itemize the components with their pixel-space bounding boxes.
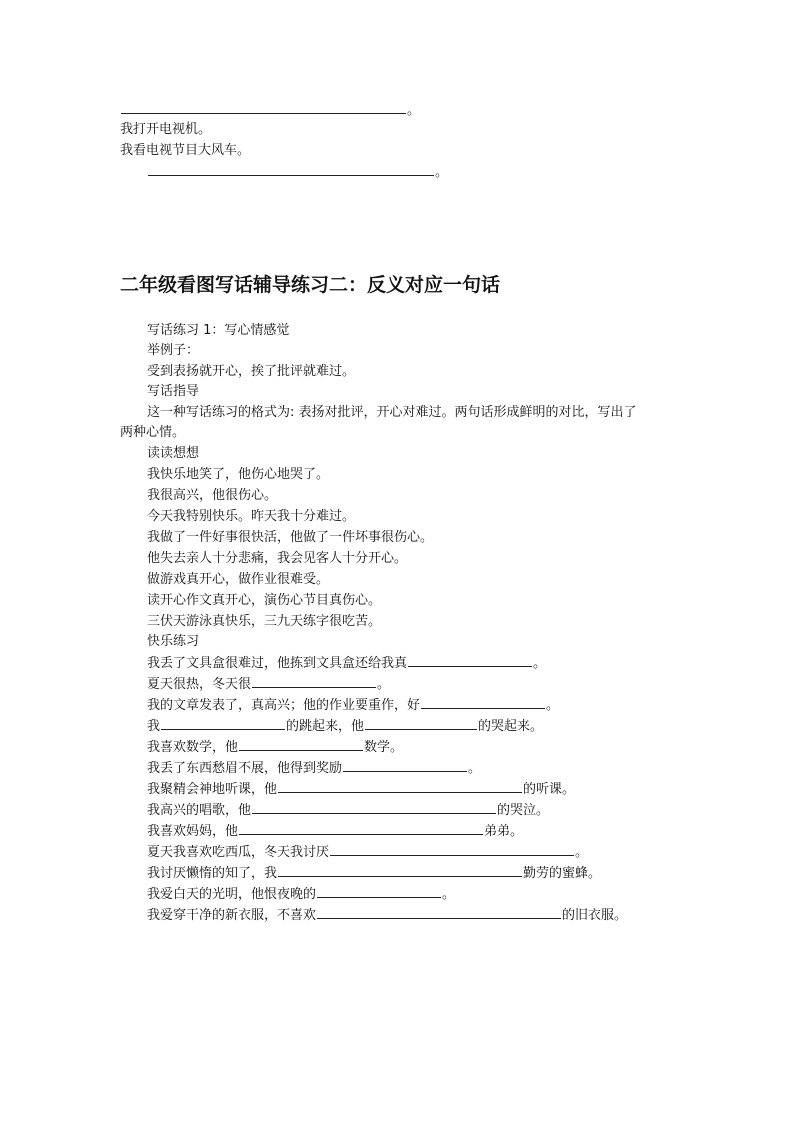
blank[interactable] bbox=[121, 101, 406, 114]
blank[interactable] bbox=[278, 780, 522, 793]
read-item: 今天我特别快乐。昨天我十分难过。 bbox=[147, 509, 356, 524]
happy-heading: 快乐练习 bbox=[147, 634, 200, 649]
practice-heading: 写话练习 1：写心情感觉 bbox=[147, 323, 290, 338]
guide-heading: 写话指导 bbox=[147, 384, 200, 399]
example-text: 受到表扬就开心，挨了批评就难过。 bbox=[147, 364, 356, 379]
exercise-line: 我爱白天的光明，他恨夜晚的 。 bbox=[147, 887, 456, 902]
blank[interactable] bbox=[421, 696, 545, 709]
blank-line-2: 。 bbox=[147, 163, 448, 182]
exercise-line: 夏天很热，冬天很 。 bbox=[147, 677, 391, 692]
read-item: 我快乐地笑了，他伤心地哭了。 bbox=[147, 467, 330, 482]
blank[interactable] bbox=[239, 822, 483, 835]
read-item: 他失去亲人十分悲痛，我会见客人十分开心。 bbox=[147, 551, 408, 566]
exercise-line: 我丢了东西愁眉不展，他得到奖励 。 bbox=[147, 761, 482, 776]
blank[interactable] bbox=[239, 738, 363, 751]
blank[interactable] bbox=[343, 759, 467, 772]
read-item: 做游戏真开心，做作业很难受。 bbox=[147, 572, 330, 587]
blank[interactable] bbox=[408, 654, 532, 667]
blank[interactable] bbox=[317, 885, 441, 898]
text-line: 我看电视节目大风车。 bbox=[120, 143, 251, 158]
exercise-line: 我高兴的唱歌，他 的哭泣。 bbox=[147, 803, 550, 818]
blank[interactable] bbox=[252, 675, 376, 688]
exercise-line: 我 的跳起来，他 的哭起来。 bbox=[147, 719, 544, 734]
read-item: 我做了一件好事很快活，他做了一件坏事很伤心。 bbox=[147, 530, 434, 545]
page-title: 二年级看图写话辅导练习二：反义对应一句话 bbox=[120, 274, 501, 296]
exercise-line: 我聚精会神地听课，他 的听课。 bbox=[147, 782, 576, 797]
blank[interactable] bbox=[330, 843, 574, 856]
read-item: 三伏天游泳真快乐，三九天练字很吃苦。 bbox=[147, 614, 382, 629]
blank[interactable] bbox=[252, 801, 496, 814]
example-heading: 举例子： bbox=[147, 343, 200, 358]
read-heading: 读读想想 bbox=[147, 446, 200, 461]
exercise-line: 我的文章发表了，真高兴；他的作业要重作，好 。 bbox=[147, 698, 560, 713]
exercise-line: 我讨厌懒惰的知了，我 勤劳的蜜蜂。 bbox=[147, 866, 602, 881]
guide-text-cont: 两种心情。 bbox=[120, 425, 186, 440]
blank-line-1: 。 bbox=[120, 101, 420, 120]
guide-text: 这一种写话练习的格式为: 表扬对批评，开心对难过。两句话形成鲜明的对比，写出了 bbox=[147, 405, 637, 420]
exercise-line: 我喜欢数学，他 数学。 bbox=[147, 740, 404, 755]
blank[interactable] bbox=[317, 906, 561, 919]
read-item: 我很高兴，他很伤心。 bbox=[147, 488, 278, 503]
blank[interactable] bbox=[161, 717, 285, 730]
exercise-line: 我喜欢妈妈，他 弟弟。 bbox=[147, 824, 524, 839]
read-item: 读开心作文真开心，演伤心节目真伤心。 bbox=[147, 593, 382, 608]
blank[interactable] bbox=[278, 864, 522, 877]
exercise-line: 我丢了文具盒很难过，他拣到文具盒还给我真 。 bbox=[147, 656, 547, 671]
text-line: 我打开电视机。 bbox=[120, 122, 212, 137]
blank[interactable] bbox=[148, 163, 434, 176]
exercise-line: 夏天我喜欢吃西瓜，冬天我讨厌 。 bbox=[147, 845, 589, 860]
exercise-line: 我爱穿干净的新衣服，不喜欢 的旧衣服。 bbox=[147, 908, 628, 923]
blank[interactable] bbox=[365, 717, 477, 730]
